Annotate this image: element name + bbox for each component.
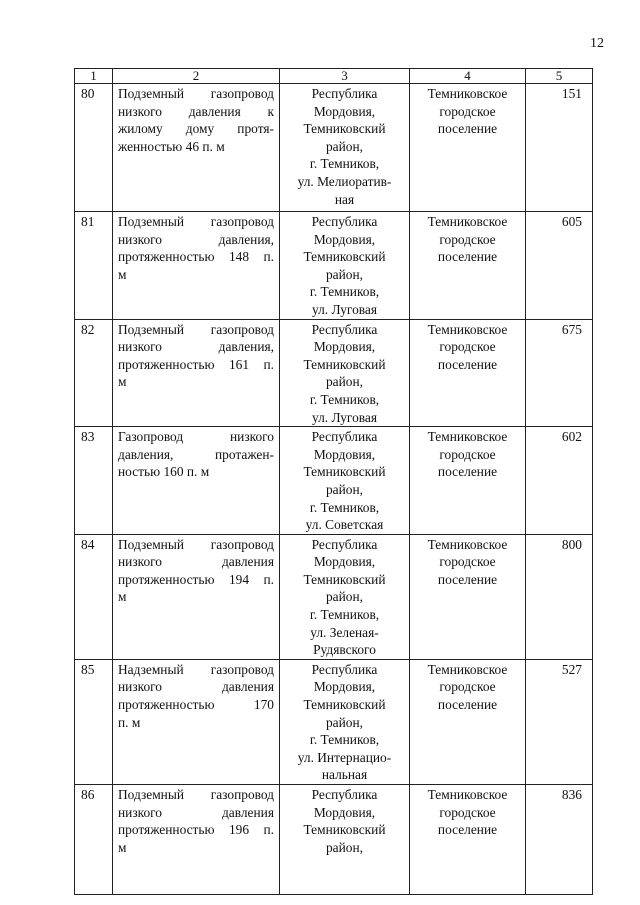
address-line: Мордовия, xyxy=(313,679,376,695)
address-line: район, xyxy=(325,714,363,730)
object-name-line: Подземный газопровод xyxy=(118,214,274,229)
address-line: район, xyxy=(325,589,363,605)
owner-cell xyxy=(410,534,526,659)
object-name-line: Газопровод низкого xyxy=(118,429,274,445)
owner-line: городское xyxy=(439,804,496,820)
row-number-cell: 80 xyxy=(75,84,113,212)
object-name-line: м xyxy=(118,266,127,282)
table-row xyxy=(75,785,593,895)
address-cell xyxy=(280,427,410,535)
address-cell xyxy=(280,84,410,212)
object-name-line: низкого давления, xyxy=(118,339,274,355)
table-row xyxy=(75,319,593,427)
object-name-line: Подземный газопровод xyxy=(118,86,274,101)
owner-cell xyxy=(410,84,526,212)
row-number-cell: 84 xyxy=(75,534,113,659)
address-line: Республика xyxy=(311,86,378,101)
address-line: Мордовия, xyxy=(313,804,376,820)
owner-line: Темниковское xyxy=(427,536,508,552)
object-name-line: протяженностью 148 п. xyxy=(118,249,274,265)
owner-line: городское xyxy=(439,103,496,119)
header-cell-4: 4 xyxy=(410,69,526,84)
owner-line: Темниковское xyxy=(427,661,508,677)
object-name-line: Подземный газопровод xyxy=(118,321,274,337)
address-line: район, xyxy=(325,839,363,855)
object-name-line: женностью 46 п. м xyxy=(118,138,225,154)
owner-line: Темниковское xyxy=(427,321,508,337)
object-name-cell xyxy=(113,84,280,212)
owner-line: городское xyxy=(439,339,496,355)
owner-line: Темниковское xyxy=(427,214,508,229)
address-line: Темниковский xyxy=(303,571,386,587)
header-cell-2: 2 xyxy=(113,69,280,84)
object-name-line: протяженностью 161 п. xyxy=(118,356,274,372)
owner-line: поселение xyxy=(437,822,498,838)
owner-line: городское xyxy=(439,554,496,570)
address-line: район, xyxy=(325,481,363,497)
object-name-line: Подземный газопровод xyxy=(118,536,274,552)
address-line: нальная xyxy=(321,767,368,783)
address-cell xyxy=(280,785,410,895)
row-number-cell: 83 xyxy=(75,427,113,535)
owner-line: городское xyxy=(439,231,496,247)
table-row xyxy=(75,212,593,320)
address-line: Мордовия, xyxy=(313,446,376,462)
address-line: Мордовия, xyxy=(313,554,376,570)
address-line: ул. Мелиоратив- xyxy=(297,173,392,189)
address-cell xyxy=(280,212,410,320)
value-cell: 836 xyxy=(526,785,593,895)
address-line: Республика xyxy=(311,661,378,677)
owner-line: поселение xyxy=(437,249,498,265)
address-line: Республика xyxy=(311,321,378,337)
table-row xyxy=(75,534,593,659)
address-line: Мордовия, xyxy=(313,231,376,247)
address-line: Республика xyxy=(311,429,378,445)
page-number: 12 xyxy=(590,36,604,51)
owner-cell xyxy=(410,785,526,895)
owner-line: поселение xyxy=(437,121,498,137)
object-name-cell xyxy=(113,534,280,659)
table-row xyxy=(75,84,593,212)
value-cell: 800 xyxy=(526,534,593,659)
row-number-cell: 82 xyxy=(75,319,113,427)
address-line: Темниковский xyxy=(303,121,386,137)
owner-cell xyxy=(410,659,526,784)
object-name-line: протяженностью 170 xyxy=(118,697,274,713)
object-name-line: протяженностью 194 п. xyxy=(118,571,274,587)
object-name-line: низкого давления xyxy=(118,554,274,570)
row-number-cell: 81 xyxy=(75,212,113,320)
address-line: ул. Интернацио- xyxy=(297,749,392,765)
object-name-line: низкого давления к xyxy=(118,103,274,119)
object-name-line: Надземный газопровод xyxy=(118,661,274,677)
address-line: ул. Луговая xyxy=(311,409,378,425)
owner-line: Темниковское xyxy=(427,429,508,445)
object-name-line: м xyxy=(118,839,127,855)
object-name-line: давления, протажен- xyxy=(118,446,274,462)
table-row xyxy=(75,659,593,784)
object-name-line: протяженностью 196 п. xyxy=(118,822,274,838)
object-name-line: м xyxy=(118,374,127,390)
address-line: г. Темников, xyxy=(309,499,380,515)
address-line: Республика xyxy=(311,536,378,552)
table-row xyxy=(75,427,593,535)
object-name-line: ностью 160 п. м xyxy=(118,464,210,480)
address-line: Темниковский xyxy=(303,249,386,265)
address-line: Темниковский xyxy=(303,356,386,372)
registry-table-body xyxy=(75,69,593,895)
object-name-cell xyxy=(113,427,280,535)
owner-line: поселение xyxy=(437,571,498,587)
owner-line: городское xyxy=(439,446,496,462)
address-cell xyxy=(280,659,410,784)
row-number-cell: 85 xyxy=(75,659,113,784)
address-line: г. Темников, xyxy=(309,284,380,300)
address-line: Темниковский xyxy=(303,822,386,838)
object-name-cell xyxy=(113,319,280,427)
object-name-line: п. м xyxy=(118,714,141,730)
header-cell-5: 5 xyxy=(526,69,593,84)
header-cell-1: 1 xyxy=(75,69,113,84)
address-cell xyxy=(280,534,410,659)
value-cell: 675 xyxy=(526,319,593,427)
header-row xyxy=(75,69,593,84)
object-name-line: Подземный газопровод xyxy=(118,787,274,802)
address-line: Мордовия, xyxy=(313,103,376,119)
object-name-line: жилому дому протя- xyxy=(118,121,274,137)
owner-line: поселение xyxy=(437,356,498,372)
address-line: район, xyxy=(325,138,363,154)
object-name-line: низкого давления, xyxy=(118,231,274,247)
object-name-cell xyxy=(113,659,280,784)
address-line: Темниковский xyxy=(303,464,386,480)
row-number-cell: 86 xyxy=(75,785,113,895)
address-line: ул. Зеленая- xyxy=(310,624,379,640)
address-line: г. Темников, xyxy=(309,391,380,407)
object-name-line: низкого давления xyxy=(118,679,274,695)
value-cell: 605 xyxy=(526,212,593,320)
address-line: ная xyxy=(334,191,355,207)
value-cell: 151 xyxy=(526,84,593,212)
address-line: г. Темников, xyxy=(309,607,380,623)
address-line: ул. Советская xyxy=(305,517,384,533)
address-line: район, xyxy=(325,266,363,282)
address-line: Рудявского xyxy=(313,642,376,658)
address-line: Республика xyxy=(311,214,378,229)
object-name-cell xyxy=(113,212,280,320)
address-cell xyxy=(280,319,410,427)
address-line: район, xyxy=(325,374,363,390)
object-name-cell xyxy=(113,785,280,895)
object-name-line: м xyxy=(118,589,127,605)
owner-cell xyxy=(410,212,526,320)
owner-line: Темниковское xyxy=(427,787,508,802)
value-cell: 527 xyxy=(526,659,593,784)
object-name-line: низкого давления xyxy=(118,804,274,820)
address-line: Темниковский xyxy=(303,697,386,713)
owner-line: поселение xyxy=(437,697,498,713)
header-cell-3: 3 xyxy=(280,69,410,84)
owner-cell xyxy=(410,427,526,535)
address-line: г. Темников, xyxy=(309,732,380,748)
address-line: Республика xyxy=(311,787,378,802)
registry-table xyxy=(74,68,593,895)
owner-line: поселение xyxy=(437,464,498,480)
address-line: ул. Луговая xyxy=(311,301,378,317)
owner-cell xyxy=(410,319,526,427)
owner-line: городское xyxy=(439,679,496,695)
owner-line: Темниковское xyxy=(427,86,508,101)
address-line: г. Темников, xyxy=(309,156,380,172)
address-line: Мордовия, xyxy=(313,339,376,355)
value-cell: 602 xyxy=(526,427,593,535)
